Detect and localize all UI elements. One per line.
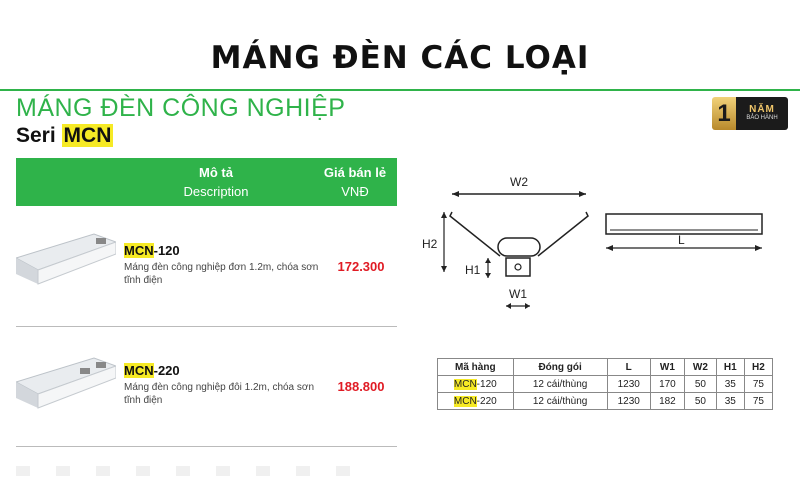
base-profile — [506, 258, 530, 276]
spec-cell-code — [438, 376, 514, 393]
price-column-header — [312, 163, 398, 201]
product-price: 172.300 — [337, 259, 385, 274]
w2-label: W2 — [510, 175, 528, 189]
product-code-prefix: MCN — [124, 363, 154, 378]
spec-code-suffix: -220 — [476, 395, 497, 407]
product-code-suffix: -120 — [153, 243, 180, 258]
spec-cell-h2: 75 — [744, 393, 772, 410]
cropped-next-row — [16, 466, 376, 476]
warranty-badge — [712, 97, 788, 130]
reflector-left-wing — [450, 212, 500, 256]
series-label — [16, 124, 113, 148]
price-header-en: VNĐ — [341, 184, 369, 199]
dimension-diagram — [410, 160, 780, 320]
product-divider — [16, 326, 397, 327]
single-tube-fixture-icon — [16, 228, 116, 290]
product-code-prefix: MCN — [124, 243, 154, 258]
spec-header-w1: W1 — [650, 359, 684, 376]
product-code-suffix: -220 — [153, 363, 180, 378]
description-header-en: Description — [183, 184, 249, 199]
warranty-number: 1 — [712, 97, 736, 130]
spec-header-h2: H2 — [744, 359, 772, 376]
spec-cell-l: 1230 — [607, 393, 650, 410]
spec-cell-h1: 35 — [716, 376, 744, 393]
spec-cell-h2: 75 — [744, 376, 772, 393]
warranty-text — [736, 97, 788, 130]
tube-profile — [498, 238, 540, 256]
product-description: Máng đèn công nghiệp đơn 1.2m, chóa sơn tĩnh điện — [124, 262, 319, 286]
warranty-label: NĂM — [749, 104, 775, 115]
spec-code-prefix: MCN — [453, 378, 477, 390]
spec-cell-packing: 12 cái/thùng — [513, 393, 607, 410]
product-row — [16, 218, 397, 328]
spec-cell-w2: 50 — [685, 376, 717, 393]
table-row — [438, 393, 773, 410]
title-divider — [0, 89, 800, 91]
spec-cell-packing: 12 cái/thùng — [513, 376, 607, 393]
spec-cell-code — [438, 393, 514, 410]
spec-cell-w1: 182 — [650, 393, 684, 410]
spec-table-header-row — [438, 359, 773, 376]
series-prefix: Seri — [16, 124, 56, 147]
h1-label: H1 — [465, 263, 481, 277]
spec-cell-h1: 35 — [716, 393, 744, 410]
price-table-header — [16, 158, 397, 206]
l-label: L — [678, 233, 685, 247]
side-view-profile — [606, 214, 762, 234]
product-code — [124, 363, 180, 378]
h2-label: H2 — [422, 237, 438, 251]
reflector-right-wing — [538, 212, 588, 256]
series-code: MCN — [63, 124, 112, 147]
description-header-vi: Mô tả — [199, 165, 233, 180]
page-title: MÁNG ĐÈN CÁC LOẠI — [210, 40, 590, 76]
spec-header-l: L — [607, 359, 650, 376]
warranty-sublabel: BẢO HÀNH — [746, 115, 778, 121]
spec-code-prefix: MCN — [453, 395, 477, 407]
w1-label: W1 — [509, 287, 527, 301]
spec-header-h1: H1 — [716, 359, 744, 376]
spec-header-code: Mã hàng — [438, 359, 514, 376]
product-divider — [16, 446, 397, 447]
product-row — [16, 338, 397, 448]
spec-header-w2: W2 — [685, 359, 717, 376]
product-code — [124, 243, 180, 258]
spec-header-packing: Đóng gói — [513, 359, 607, 376]
price-header-vi: Giá bán lẻ — [323, 165, 387, 180]
description-column-header — [166, 163, 266, 201]
product-description: Máng đèn công nghiệp đôi 1.2m, chóa sơn tĩnh điện — [124, 382, 315, 406]
spec-cell-w1: 170 — [650, 376, 684, 393]
spec-cell-l: 1230 — [607, 376, 650, 393]
double-tube-fixture-icon — [16, 352, 116, 414]
table-row — [438, 376, 773, 393]
section-title: MÁNG ĐÈN CÔNG NGHIỆP — [16, 94, 346, 122]
spec-code-suffix: -120 — [476, 378, 497, 390]
spec-table — [437, 358, 773, 410]
product-price: 188.800 — [337, 379, 385, 394]
spec-cell-w2: 50 — [685, 393, 717, 410]
